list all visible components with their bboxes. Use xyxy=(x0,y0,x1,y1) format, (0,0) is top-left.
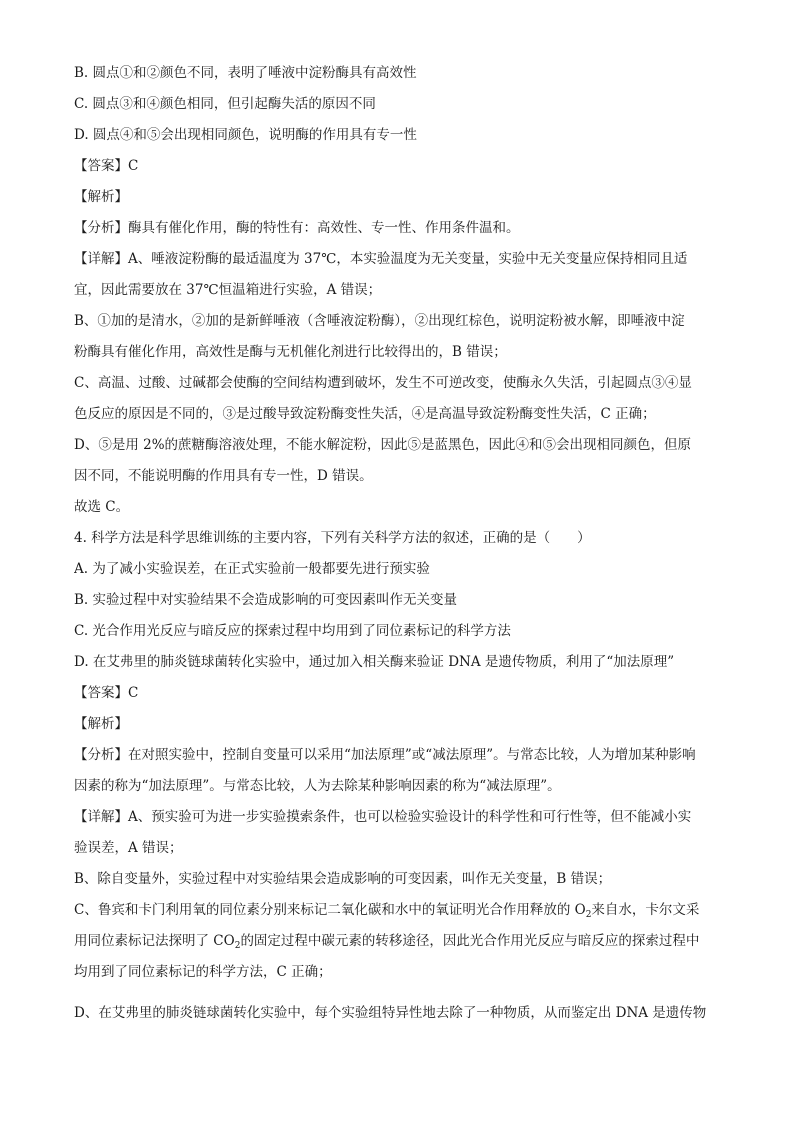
analysis-text: 【分析】在对照实验中，控制自变量可以采用“加法原理”或“减法原理”。与常态比较，人为增加某种影响 xyxy=(74,747,696,763)
q4-option-a: A. 为了减小实验误差，在正式实验前一般都要先进行预实验 xyxy=(74,561,430,577)
detail-line-c2 xyxy=(74,931,734,951)
q4-option-c: C. 光合作用光反应与暗反应的探索过程中均用到了同位素标记的科学方法 xyxy=(74,623,511,639)
option-c: C. 圆点③和④颜色相同，但引起酶失活的原因不同 xyxy=(74,96,376,112)
question-4-stem: 4. 科学方法是科学思维训练的主要内容，下列有关科学方法的叙述，正确的是（ ） xyxy=(74,530,591,546)
q4-option-d: D. 在艾弗里的肺炎链球菌转化实验中，通过加入相关酶来验证 DNA 是遗传物质，利用了“加法原理” xyxy=(74,654,675,670)
text-segment: 的固定过程中碳元素的转移途径，因此光合作用光反应与暗反应的探索过程中 xyxy=(240,933,700,949)
detail-line: 验误差，A 错误； xyxy=(74,840,183,856)
analysis-label: 【解析】 xyxy=(74,189,128,205)
detail-line: 粉酶具有催化作用，高效性是酶与无机催化剂进行比较得出的，B 错误； xyxy=(74,344,507,360)
option-b: B. 圆点①和②颜色不同，表明了唾液中淀粉酶具有高效性 xyxy=(74,65,417,81)
conclusion-line: 故选 C。 xyxy=(74,499,130,515)
answer-label: 【答案】C xyxy=(74,158,139,174)
analysis-label: 【解析】 xyxy=(74,716,128,732)
detail-line: B、除自变量外，实验过程中对实验结果会造成影响的可变因素，叫作无关变量，B 错误； xyxy=(74,871,612,887)
text-segment: 用同位素标记法探明了 CO xyxy=(74,933,235,949)
detail-line-d: D、在艾弗里的肺炎链球菌转化实验中，每个实验组特异性地去除了一种物质，从而鉴定出 DNA 是遗传物 xyxy=(74,1005,707,1021)
subscript: 2 xyxy=(585,910,592,920)
analysis-text: 因素的称为“加法原理”。与常态比较，人为去除某种影响因素的称为“减法原理”。 xyxy=(74,778,561,794)
detail-line: 宜，因此需要放在 37℃恒温箱进行实验，A 错误； xyxy=(74,282,382,298)
option-d: D. 圆点④和⑤会出现相同颜色，说明酶的作用具有专一性 xyxy=(74,127,417,143)
detail-line-c1 xyxy=(74,900,734,920)
detail-line: 色反应的原因是不同的，③是过酸导致淀粉酶变性失活，④是高温导致淀粉酶变性失活，C 正确； xyxy=(74,406,656,422)
detail-line: B、①加的是清水，②加的是新鲜唾液（含唾液淀粉酶），②出现红棕色，说明淀粉被水解，即唾液中淀 xyxy=(74,313,685,329)
detail-line-c3: 均用到了同位素标记的科学方法，C 正确； xyxy=(74,964,332,980)
subscript: 2 xyxy=(234,941,241,951)
text-segment: C、鲁宾和卡门利用氧的同位素分别来标记二氧化碳和水中的氧证明光合作用释放的 O xyxy=(74,902,586,918)
analysis-text: 【分析】酶具有催化作用，酶的特性有：高效性、专一性、作用条件温和。 xyxy=(74,220,520,236)
answer-label: 【答案】C xyxy=(74,685,139,701)
detail-line: 【详解】A、唾液淀粉酶的最适温度为 37℃，本实验温度为无关变量，实验中无关变量应保持相同且适 xyxy=(74,251,688,267)
detail-line: C、高温、过酸、过碱都会使酶的空间结构遭到破坏，发生不可逆改变，使酶永久失活，引起圆点③④显 xyxy=(74,375,692,391)
detail-line: D、⑤是用 2%的蔗糖酶溶液处理，不能水解淀粉，因此⑤是蓝黑色，因此④和⑤会出现相同颜色，但原 xyxy=(74,437,692,453)
detail-line: 因不同，不能说明酶的作用具有专一性，D 错误。 xyxy=(74,468,373,484)
q4-option-b: B. 实验过程中对实验结果不会造成影响的可变因素叫作无关变量 xyxy=(74,592,458,608)
text-segment: 来自水，卡尔文采 xyxy=(591,902,700,918)
detail-line: 【详解】A、预实验可为进一步实验摸索条件，也可以检验实验设计的科学性和可行性等，但不能减小实 xyxy=(74,809,692,825)
